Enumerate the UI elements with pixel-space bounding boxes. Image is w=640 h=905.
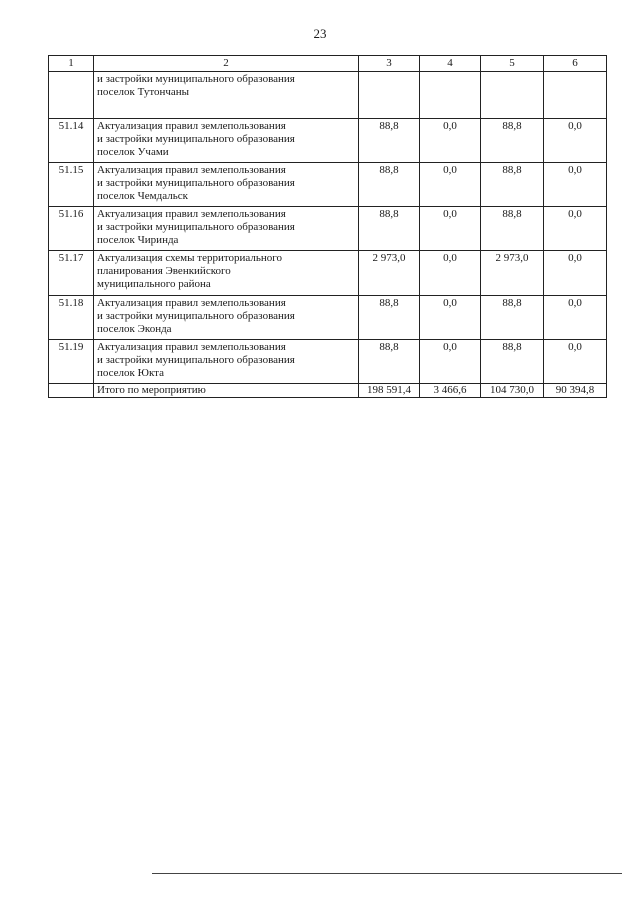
row-number: 51.14 [49, 119, 94, 163]
total-row-label: Итого по мероприятию [94, 384, 359, 398]
bottom-divider [152, 873, 622, 874]
header-cell-2: 2 [94, 56, 359, 72]
cell-col5: 88,8 [481, 207, 544, 251]
cell-col6: 0,0 [544, 163, 607, 207]
row-description-line: Актуализация правил землепользования [97, 208, 286, 220]
row-description [94, 72, 359, 119]
header-cell-5: 5 [481, 56, 544, 72]
total-row [49, 384, 607, 398]
total-col4: 3 466,6 [420, 384, 481, 398]
cell-col5: 88,8 [481, 163, 544, 207]
cell-col3: 88,8 [359, 296, 420, 340]
cell-col4: 0,0 [420, 251, 481, 296]
cell-col3: 88,8 [359, 340, 420, 384]
row-description-line: муниципального района [97, 278, 211, 290]
cell-col5: 2 973,0 [481, 251, 544, 296]
cell-col4: 0,0 [420, 207, 481, 251]
table-row [49, 251, 607, 296]
row-description-line: Актуализация правил землепользования [97, 341, 286, 353]
cell-col4: 0,0 [420, 163, 481, 207]
row-description-line: и застройки муниципального образования [97, 133, 295, 145]
row-number: 51.16 [49, 207, 94, 251]
cell-col3: 88,8 [359, 163, 420, 207]
row-description-line: и застройки муниципального образования [97, 221, 295, 233]
table-row [49, 72, 607, 119]
cell-col4: 0,0 [420, 119, 481, 163]
row-description [94, 207, 359, 251]
row-description-line: поселок Юкта [97, 367, 164, 379]
row-description-line: и застройки муниципального образования [97, 354, 295, 366]
row-number: 51.17 [49, 251, 94, 296]
table-row [49, 340, 607, 384]
page-number: 23 [313, 26, 327, 41]
header-cell-4: 4 [420, 56, 481, 72]
table-row [49, 207, 607, 251]
total-col3: 198 591,4 [359, 384, 420, 398]
total-col5: 104 730,0 [481, 384, 544, 398]
cell-col6: 0,0 [544, 296, 607, 340]
row-description-line: и застройки муниципального образования [97, 177, 295, 189]
header-row [49, 56, 607, 72]
row-description-line: планирования Эвенкийского [97, 265, 231, 277]
row-description-line: Актуализация правил землепользования [97, 120, 286, 132]
total-col6: 90 394,8 [544, 384, 607, 398]
row-description-line: Актуализация правил землепользования [97, 164, 286, 176]
header-cell-1: 1 [49, 56, 94, 72]
row-description-line: поселок Тутончаны [97, 86, 190, 98]
table-row [49, 163, 607, 207]
row-description [94, 251, 359, 296]
row-number [49, 72, 94, 119]
cell-col5: 88,8 [481, 340, 544, 384]
row-description-line: поселок Чемдальск [97, 190, 188, 202]
row-description [94, 340, 359, 384]
row-description [94, 296, 359, 340]
cell-col6 [544, 72, 607, 119]
data-table [48, 55, 607, 398]
cell-col4 [420, 72, 481, 119]
header-cell-3: 3 [359, 56, 420, 72]
row-description-line: поселок Чиринда [97, 234, 179, 246]
total-row-number [49, 384, 94, 398]
row-description-line: и застройки муниципального образования [97, 73, 295, 85]
table-row [49, 119, 607, 163]
row-number: 51.19 [49, 340, 94, 384]
cell-col3: 88,8 [359, 207, 420, 251]
cell-col3: 2 973,0 [359, 251, 420, 296]
header-cell-6: 6 [544, 56, 607, 72]
row-number: 51.18 [49, 296, 94, 340]
row-description-line: Актуализация правил землепользования [97, 297, 286, 309]
row-number: 51.15 [49, 163, 94, 207]
cell-col6: 0,0 [544, 119, 607, 163]
cell-col4: 0,0 [420, 296, 481, 340]
table-row [49, 296, 607, 340]
cell-col5: 88,8 [481, 296, 544, 340]
cell-col3: 88,8 [359, 119, 420, 163]
row-description-line: поселок Эконда [97, 323, 172, 335]
row-description-line: Актуализация схемы территориального [97, 252, 283, 264]
row-description [94, 119, 359, 163]
row-description-line: поселок Учами [97, 146, 169, 158]
cell-col6: 0,0 [544, 207, 607, 251]
cell-col5 [481, 72, 544, 119]
cell-col3 [359, 72, 420, 119]
cell-col6: 0,0 [544, 340, 607, 384]
cell-col6: 0,0 [544, 251, 607, 296]
cell-col4: 0,0 [420, 340, 481, 384]
cell-col5: 88,8 [481, 119, 544, 163]
row-description-line: и застройки муниципального образования [97, 310, 295, 322]
row-description [94, 163, 359, 207]
